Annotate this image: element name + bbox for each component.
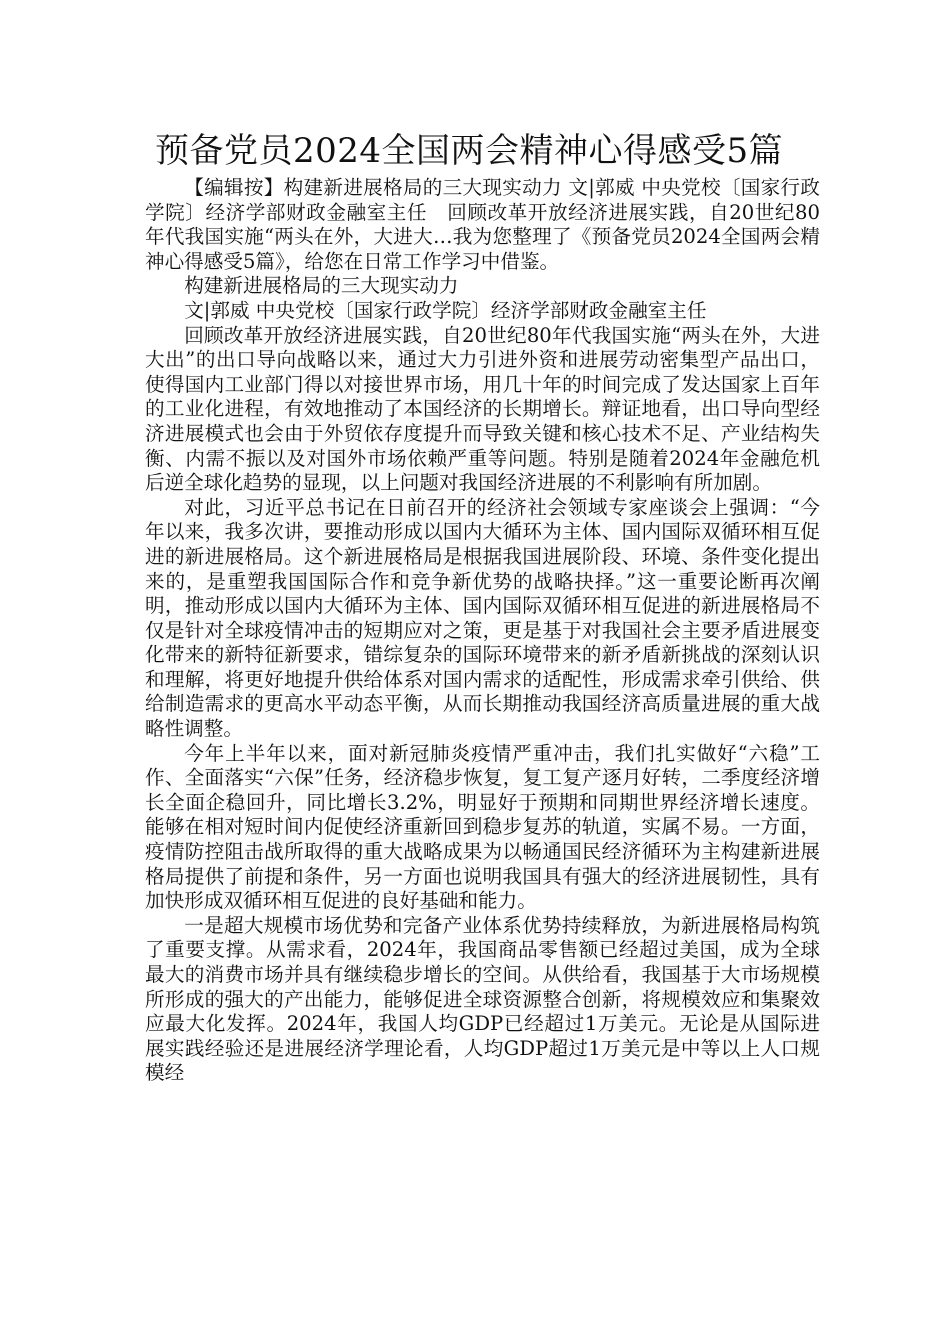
body-paragraph: 对此，习近平总书记在日前召开的经济社会领域专家座谈会上强调：“今年以来，我多次讲，要推动形成以国内大循环为主体、国内国际双循环相互促进的新进展格局。这个新进展格局是根据我国进展阶段、环境、条件变化提出来的，是重塑我国国际合作和竞争新优势的战略抉择。”这一重要论断再次阐明，推动形成以国内大循环为主体、国内国际双循环相互促进的新进展格局不仅是针对全球疫情冲击的短期应对之策，更是基于对我国社会主要矛盾进展变化带来的新特征新要求，错综复杂的国际环境带来的新矛盾新挑战的深刻认识和理解，将更好地提升供给体系对国内需求的适配性，形成需求牵引供给、供给制造需求的更高水平动态平衡，从而长期推动我国经济高质量进展的重大战略性调整。	[145, 495, 820, 741]
document-page	[145, 128, 820, 1086]
article-heading: 构建新进展格局的三大现实动力	[184, 274, 459, 298]
body-paragraph: 一是超大规模市场优势和完备产业体系优势持续释放，为新进展格局构筑了重要支撑。从需求看，2024年，我国商品零售额已经超过美国，成为全球最大的消费市场并具有继续稳步增长的空间。从供给看，我国基于大市场规模所形成的强大的产出能力，能够促进全球资源整合创新，将规模效应和集聚效应最大化发挥。2024年，我国人均GDP已经超过1万美元。无论是从国际进展实践经验还是进展经济学理论看，人均GDP超过1万美元是中等以上人口规模经	[145, 913, 820, 1085]
document-title: 预备党员2024全国两会精神心得感受5篇	[155, 131, 784, 171]
editor-note-paragraph: 【编辑按】构建新进展格局的三大现实动力 文|郭威 中央党校〔国家行政学院〕经济学部财政金融室主任 回顾改革开放经济进展实践，自20世纪80年代我国实施“两头在外，大进大…我为您整理了《预备党员2024全国两会精神心得感受5篇》，给您在日常工作学习中借鉴。	[145, 176, 820, 273]
body-paragraph: 今年上半年以来，面对新冠肺炎疫情严重冲击，我们扎实做好“六稳”工作、全面落实“六保”任务，经济稳步恢复，复工复产逐月好转，二季度经济增长全面企稳回升，同比增长3.2%，明显好于预期和同期世界经济增长速度。能够在相对短时间内促使经济重新回到稳步复苏的轨道，实属不易。一方面，疫情防控阻击战所取得的重大战略成果为以畅通国民经济循环为主构建新进展格局提供了前提和条件，另一方面也说明我国具有强大的经济进展韧性，具有加快形成双循环相互促进的良好基础和能力。	[145, 741, 820, 913]
body-paragraph: 回顾改革开放经济进展实践，自20世纪80年代我国实施“两头在外，大进大出”的出口导向战略以来，通过大力引进外资和进展劳动密集型产品出口，使得国内工业部门得以对接世界市场，用几十年的时间完成了发达国家上百年的工业化进程，有效地推动了本国经济的长期增长。辩证地看，出口导向型经济进展模式也会由于外贸依存度提升而导致关键和核心技术不足、产业结构失衡、内需不振以及对国外市场依赖严重等问题。特别是随着2024年金融危机后逆全球化趋势的显现，以上问题对我国经济进展的不利影响有所加剧。	[145, 323, 820, 495]
author-line: 文|郭威 中央党校〔国家行政学院〕经济学部财政金融室主任	[184, 298, 707, 322]
